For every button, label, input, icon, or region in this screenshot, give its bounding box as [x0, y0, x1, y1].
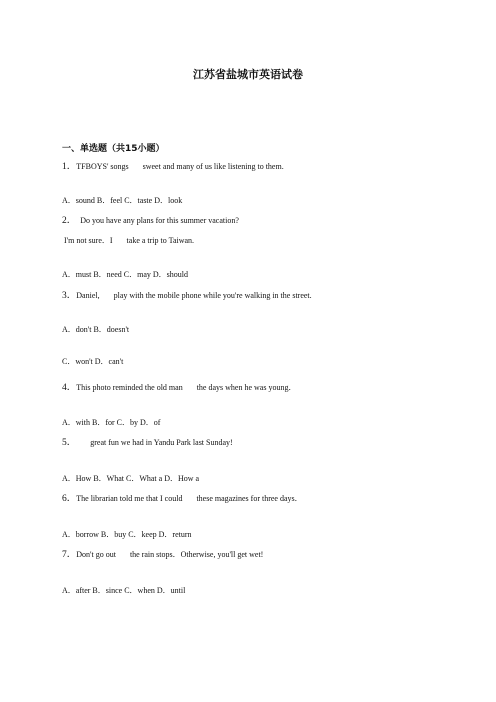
question-6-options: A．borrow B．buy C．keep D．return	[62, 530, 192, 539]
question-stem-after: great fun we had in Yandu Park last Sunday!	[90, 438, 233, 447]
question-stem-before: This photo reminded the old man	[76, 383, 183, 392]
question-3-options-1: A．don't B．doesn't	[62, 325, 130, 334]
question-number: 5．	[62, 438, 77, 448]
question-5	[62, 438, 233, 448]
question-7-options: A．after B．since C．when D．until	[62, 586, 186, 595]
section-heading: 一、单选题（共15小题）	[62, 144, 165, 154]
question-stem-after: play with the mobile phone while you're walking in the street.	[113, 291, 312, 300]
question-5-options: A．How B．What C．What a D．How a	[62, 474, 200, 483]
question-6	[62, 494, 303, 504]
question-number: 3．	[62, 291, 77, 301]
page-title: 江苏省盐城市英语试卷	[193, 68, 303, 81]
question-stem-after: the days when he was young．	[196, 383, 297, 392]
question-stem-after: these magazines for three days．	[196, 494, 303, 503]
question-stem-after: sweet and many of us like listening to them.	[142, 162, 284, 171]
question-1-options: A．sound B．feel C．taste D．look	[62, 196, 183, 205]
question-7	[62, 550, 263, 560]
question-number: 2．	[62, 216, 77, 226]
question-stem-before: TFBOYS' songs	[76, 162, 129, 171]
question-4	[62, 383, 296, 393]
question-2	[62, 216, 239, 226]
question-1	[62, 162, 284, 172]
question-number: 1．	[62, 162, 77, 172]
question-stem-after: the rain stops．Otherwise, you'll get wet!	[129, 550, 264, 559]
question-2-options: A．must B．need C．may D．should	[62, 270, 188, 279]
question-4-options: A．with B．for C．by D．of	[62, 418, 161, 427]
question-number: 7．	[62, 550, 77, 560]
question-stem-before: The librarian told me that I could	[76, 494, 183, 503]
question-number: 6．	[62, 494, 77, 504]
question-number: 4．	[62, 383, 77, 393]
question-2-reply	[64, 236, 194, 246]
reply-after: take a trip to Taiwan.	[126, 236, 195, 245]
question-3-options-2: C．won't D．can't	[62, 357, 124, 366]
question-3	[62, 291, 312, 301]
question-stem-after: Do you have any plans for this summer vacation?	[80, 216, 239, 225]
question-stem-before: Daniel,	[76, 291, 100, 300]
question-stem-before: Don't go out	[76, 550, 116, 559]
reply-before: I'm not sure．I	[64, 236, 113, 245]
